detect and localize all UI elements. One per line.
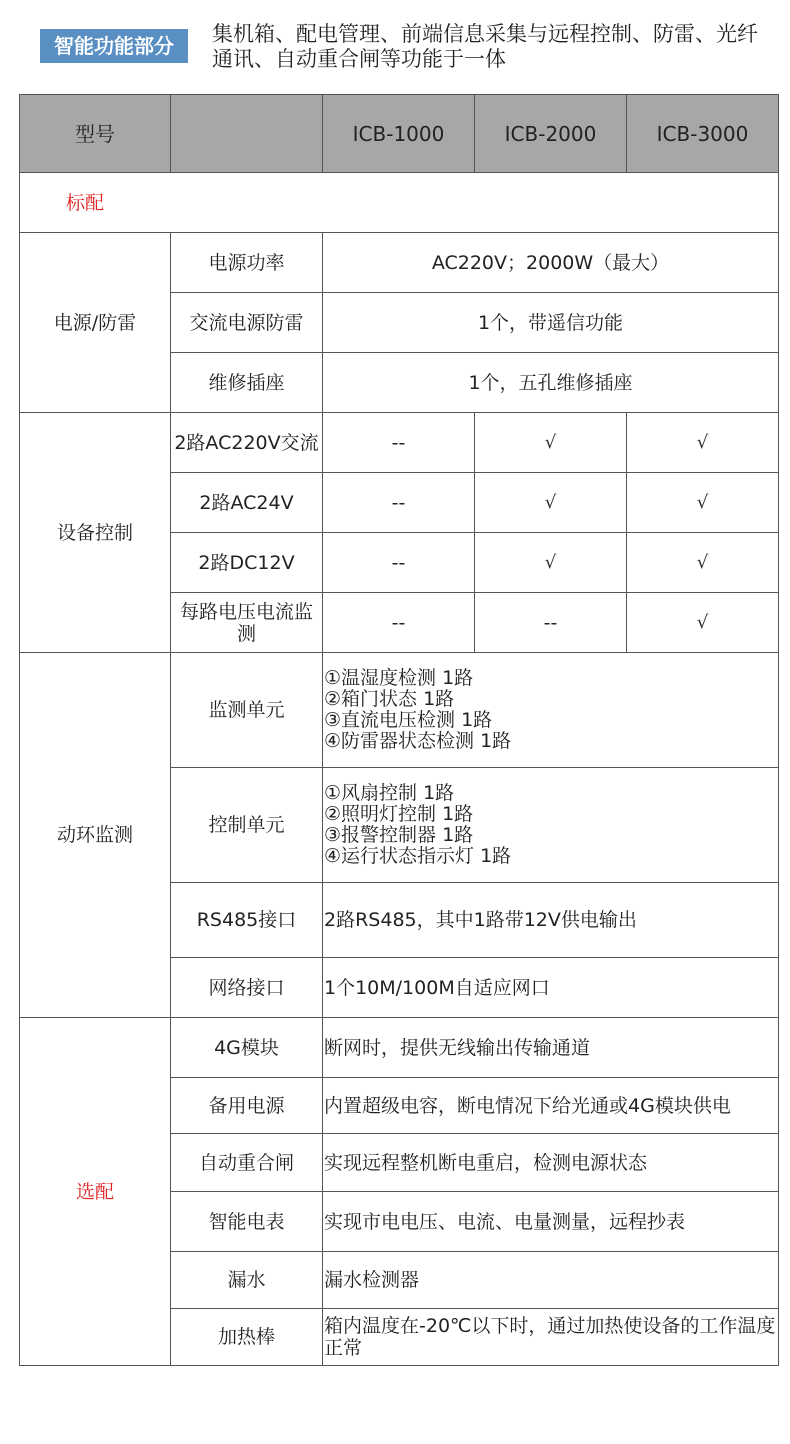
header-icb-2000: ICB-2000: [475, 95, 627, 173]
item-label: 加热棒: [171, 1309, 323, 1366]
monitor-list: [323, 653, 779, 768]
cell-icb-1000: --: [323, 413, 475, 473]
table-row: [20, 413, 779, 473]
header-icb-1000: ICB-1000: [323, 95, 475, 173]
cell-icb-3000: √: [627, 593, 779, 653]
section-badge: 智能功能部分: [40, 29, 188, 63]
cell-icb-1000: --: [323, 533, 475, 593]
table-row: [20, 1018, 779, 1078]
item-label: 自动重合闸: [171, 1134, 323, 1192]
control-list: [323, 768, 779, 883]
list-item: ③报警控制器 1路: [324, 824, 474, 846]
item-label: 智能电表: [171, 1192, 323, 1252]
item-label: 每路电压电流监测: [171, 593, 323, 653]
cell-icb-3000: √: [627, 473, 779, 533]
cell-icb-2000: √: [475, 533, 627, 593]
cell-icb-1000: --: [323, 593, 475, 653]
cell-icb-2000: √: [475, 473, 627, 533]
group-power: 电源/防雷: [20, 233, 171, 413]
cell-icb-2000: --: [475, 593, 627, 653]
cell-icb-1000: --: [323, 473, 475, 533]
item-label: 维修插座: [171, 353, 323, 413]
item-label: 2路AC220V交流: [171, 413, 323, 473]
list-item: ①温湿度检测 1路: [324, 667, 474, 689]
item-label: 交流电源防雷: [171, 293, 323, 353]
item-label: 网络接口: [171, 958, 323, 1018]
item-value: 箱内温度在-20℃以下时，通过加热使设备的工作温度正常: [323, 1309, 779, 1366]
cell-icb-3000: √: [627, 413, 779, 473]
item-value: 实现远程整机断电重启，检测电源状态: [323, 1134, 779, 1192]
header-model: 型号: [20, 95, 171, 173]
spec-table: [19, 94, 779, 1366]
item-label: RS485接口: [171, 883, 323, 958]
table-row: [20, 233, 779, 293]
cell-icb-2000: √: [475, 413, 627, 473]
header-icb-3000: ICB-3000: [627, 95, 779, 173]
item-label: 备用电源: [171, 1078, 323, 1134]
standard-label: 标配: [20, 173, 779, 233]
item-value: 2路RS485，其中1路带12V供电输出: [323, 883, 779, 958]
item-label: 监测单元: [171, 653, 323, 768]
item-label: 控制单元: [171, 768, 323, 883]
group-device: 设备控制: [20, 413, 171, 653]
list-item: ②箱门状态 1路: [324, 688, 455, 710]
item-value: 实现市电电压、电流、电量测量，远程抄表: [323, 1192, 779, 1252]
item-value: AC220V；2000W（最大）: [323, 233, 779, 293]
list-item: ④运行状态指示灯 1路: [324, 845, 512, 867]
item-label: 漏水: [171, 1252, 323, 1309]
item-value: 1个10M/100M自适应网口: [323, 958, 779, 1018]
section-description: 集机箱、配电管理、前端信息采集与远程控制、防雷、光纤通讯、自动重合闸等功能于一体: [212, 22, 758, 71]
section-header: [0, 0, 790, 92]
item-label: 电源功率: [171, 233, 323, 293]
list-item: ②照明灯控制 1路: [324, 803, 474, 825]
list-item: ④防雷器状态检测 1路: [324, 730, 512, 752]
item-value: 1个，带遥信功能: [323, 293, 779, 353]
item-label: 2路DC12V: [171, 533, 323, 593]
item-value: 断网时，提供无线输出传输通道: [323, 1018, 779, 1078]
item-label: 2路AC24V: [171, 473, 323, 533]
table-header-row: [20, 95, 779, 173]
table-row: [20, 653, 779, 768]
header-blank: [171, 95, 323, 173]
group-env: 动环监测: [20, 653, 171, 1018]
list-item: ①风扇控制 1路: [324, 782, 455, 804]
item-value: 1个，五孔维修插座: [323, 353, 779, 413]
optional-label: 选配: [20, 1018, 171, 1366]
item-value: 漏水检测器: [323, 1252, 779, 1309]
item-label: 4G模块: [171, 1018, 323, 1078]
cell-icb-3000: √: [627, 533, 779, 593]
standard-row: [20, 173, 779, 233]
list-item: ③直流电压检测 1路: [324, 709, 493, 731]
item-value: 内置超级电容，断电情况下给光通或4G模块供电: [323, 1078, 779, 1134]
